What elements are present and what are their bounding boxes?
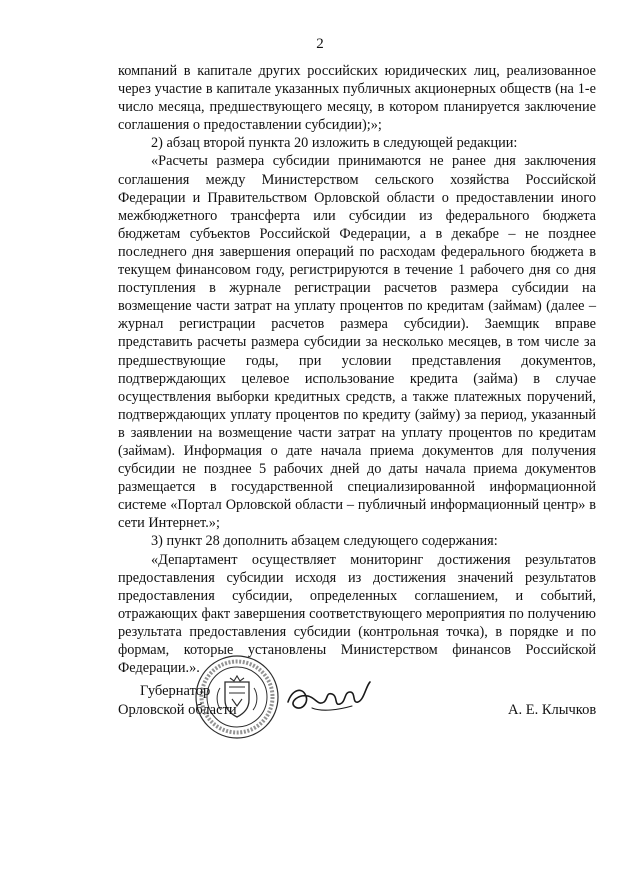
paragraph-item-3: 3) пункт 28 дополнить абзацем следующего содержания: (151, 533, 498, 550)
document-body (118, 62, 596, 677)
page-number: 2 (316, 36, 324, 52)
paragraph-quote-28: «Департамент осуществляет мониторинг достижения результатов предоставления субсидии исходя из достижения значений результатов предоставления субсидии, определенных соглашением, и событий, отражающих факт завершения соответствующего мероприятия по получению результата предоставления субсидии (контрольная точка), в порядке и по формам, которые установлены Министерством финансов Российской Федерации.». (118, 551, 596, 677)
signatory-title-line2: Орловской области (118, 702, 237, 718)
signatory-title-line1: Губернатор (140, 683, 211, 699)
signatory-name: А. Е. Клычков (508, 702, 597, 718)
paragraph-item-2: 2) абзац второй пункта 20 изложить в следующей редакции: (151, 135, 518, 152)
paragraph-quote-20: «Расчеты размера субсидии принимаются не ранее дня заключения соглашения между Министерством сельского хозяйства Российской Федерации и Правительством Орловской области о предоставлении иного межбюджетного трансферта или субсидии из федерального бюджета бюджетам субъектов Российской Федерации, а в декабре – не позднее последнего дня завершения операций по расходам федерального бюджета в текущем финансовом году, регистрируются в течение 1 рабочего дня со дня поступления в журнале регистрации расчетов размера субсидии на возмещение части затрат на уплату процентов по кредитам (займам) (далее – журнал регистрации расчетов размера субсидии). Заемщик вправе представить расчеты размера субсидии за несколько месяцев, в том числе за предшествующие годы, при условии представления документов, подтверждающих целевое использование кредита (займа) в случае осуществления выборки кредитных средств, а также платежных поручений, подтверждающих уплату процентов по кредиту (займу) за период, указанный в заявлении на возмещение части затрат на уплату процентов по кредитам (займам). Информация о дате начала приема документов для получения субсидии не позднее 5 рабочих дней до даты начала приема документов размещается в государственной специализированной информационной системе «Портал Орловской области – публичный информационный центр» в сети Интернет.»; (118, 153, 596, 532)
paragraph-continuation: компаний в капитале других российских юридических лиц, реализованное через участие в капитале указанных публичных акционерных обществ (на 1-е число месяца, предшествующего месяцу, в котором планируется заключение соглашения о предоставлении субсидии);»; (118, 63, 596, 134)
handwritten-signature (282, 672, 374, 720)
